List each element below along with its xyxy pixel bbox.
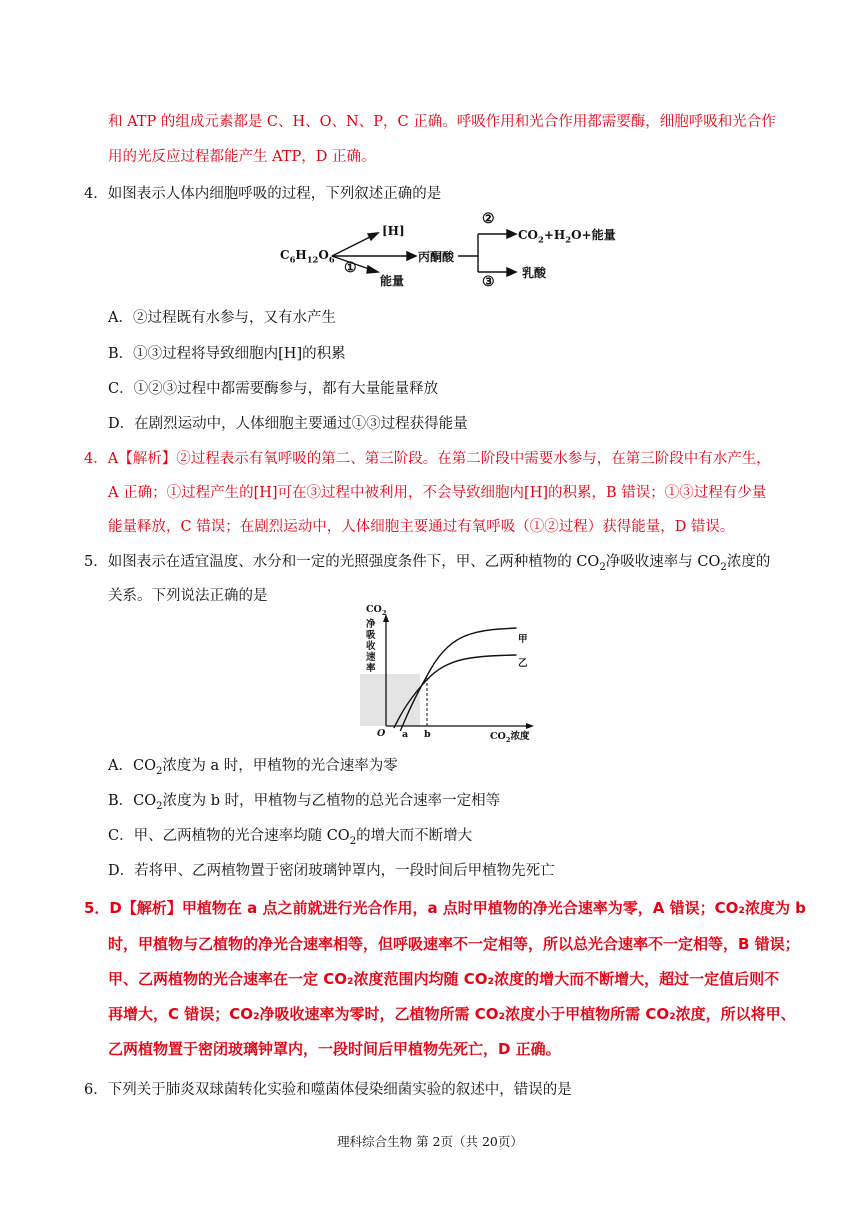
answer5-line5: 乙两植物置于密闭玻璃钟罩内，一段时间后甲植物先死亡，D 正确。 <box>108 1040 561 1058</box>
respiration-diagram <box>280 210 620 294</box>
tick-b-label: b <box>424 729 431 740</box>
answer4-line3: 能量释放，C 错误；在剧烈运动中，人体细胞主要通过有氧呼吸（①②过程）获得能量，D 错误。 <box>108 519 735 535</box>
answer5-line3: 甲、乙两植物的光合速率在一定 CO₂浓度范围内均随 CO₂浓度的增大而不断增大，超过一定值后则不 <box>108 970 780 988</box>
answer3-line1: 和 ATP 的组成元素都是 C、H、O、N、P，C 正确。呼吸作用和光合作用都需要酶，细胞呼吸和光合作 <box>108 114 776 130</box>
energy-label: 能量 <box>380 274 405 288</box>
question5-option-d: D．若将甲、乙两植物置于密闭玻璃钟罩内，一段时间后甲植物先死亡 <box>108 863 555 879</box>
co2-absorption-chart <box>350 604 550 744</box>
question4-option-b: B．①③过程将导致细胞内[H]的积累 <box>108 346 346 362</box>
aerobic-products: $CO_2+H_2O+$能量 <box>518 228 616 245</box>
question5-option-c: C．甲、乙两植物的光合速率均随 $CO_2$的增大而不断增大 <box>108 828 473 847</box>
origin-label: O <box>377 728 386 739</box>
question5-stem-line1: 5．如图表示在适宜温度、水分和一定的光照强度条件下，甲、乙两种植物的 $CO_2$净吸收速率与 $CO_2$浓度的 <box>84 554 771 573</box>
question6-stem: 6．下列关于肺炎双球菌转化实验和噬菌体侵染细菌实验的叙述中，错误的是 <box>84 1082 572 1098</box>
series-jia-label: 甲 <box>518 634 528 645</box>
h-label: [H] <box>382 224 405 238</box>
question4-option-d: D．在剧烈运动中，人体细胞主要通过①③过程获得能量 <box>108 416 468 432</box>
question5-option-a: A．$CO_2$浓度为 a 时，甲植物的光合速率为零 <box>108 758 398 777</box>
glucose-formula: $C_6H_{12}O_6$ <box>280 248 335 265</box>
answer5-line1: 5．D【解析】甲植物在 a 点之前就进行光合作用，a 点时甲植物的净光合速率为零，A 错误；CO₂浓度为 b <box>84 899 806 917</box>
step2-label: ② <box>482 211 495 227</box>
answer5-line2: 时，甲植物与乙植物的净光合速率相等，但呼吸速率不一定相等，所以总光合速率不一定相等，B 错误； <box>108 935 800 953</box>
question4-stem: 4．如图表示人体内细胞呼吸的过程，下列叙述正确的是 <box>84 186 442 202</box>
pyruvate-label: 丙酮酸 <box>418 250 455 264</box>
answer4-line1: 4．A【解析】②过程表示有氧呼吸的第二、第三阶段。在第二阶段中需要水参与，在第三阶段中有水产生， <box>84 451 771 467</box>
question4-option-c: C．①②③过程中都需要酶参与，都有大量能量释放 <box>108 381 439 397</box>
answer4-line2: A 正确；①过程产生的[H]可在③过程中被利用，不会导致细胞内[H]的积累，B 错误；①③过程有少量 <box>108 485 767 501</box>
x-axis-label: $CO_2$浓度 <box>490 731 530 744</box>
step1-label: ① <box>344 260 357 276</box>
lactic-acid-label: 乳酸 <box>522 266 547 280</box>
answer5-line4: 再增大，C 错误；CO₂净吸收速率为零时，乙植物所需 CO₂浓度小于甲植物所需 CO₂浓度，所以将甲、 <box>108 1005 796 1023</box>
page-footer: 理科综合生物 第 2页（共 20页） <box>337 1134 523 1149</box>
answer3-line2: 用的光反应过程都能产生 ATP，D 正确。 <box>108 149 376 165</box>
y-axis-label: $CO_2$ 净 吸 收 速 率 <box>366 604 387 674</box>
question5-stem-line2: 关系。下列说法正确的是 <box>108 588 268 604</box>
question4-option-a: A．②过程既有水参与，又有水产生 <box>108 310 336 326</box>
step3-label: ③ <box>482 274 495 290</box>
question5-option-b: B．$CO_2$浓度为 b 时，甲植物与乙植物的总光合速率一定相等 <box>108 793 501 812</box>
tick-a-label: a <box>402 729 409 740</box>
series-yi-label: 乙 <box>518 658 528 669</box>
